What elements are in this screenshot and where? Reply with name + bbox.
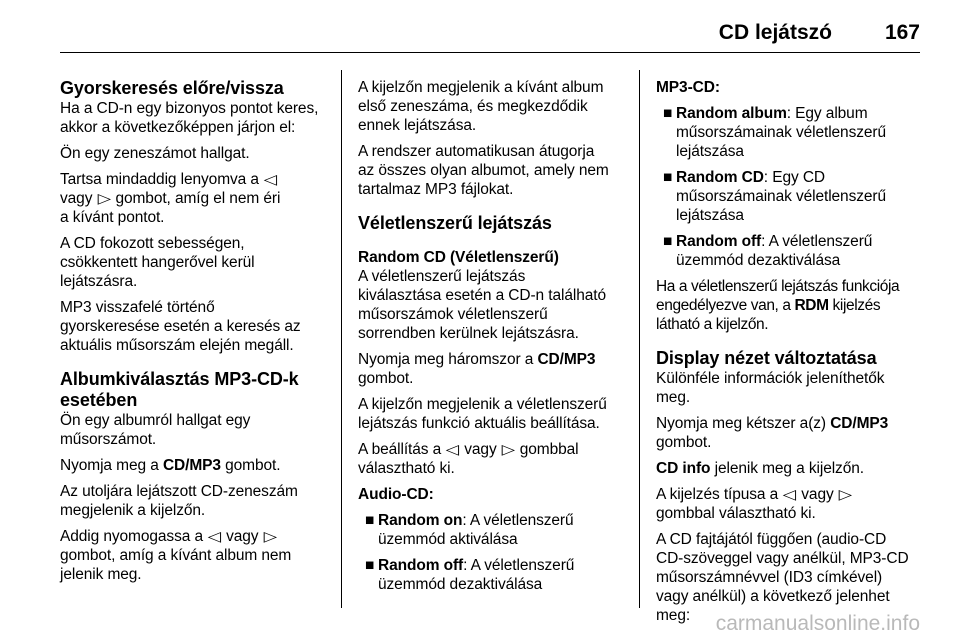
column-divider-1 bbox=[341, 70, 342, 608]
column-3 bbox=[656, 78, 926, 632]
heading-random-playback: Véletlenszerű lejátszás bbox=[358, 213, 552, 233]
page-number: 167 bbox=[884, 21, 920, 44]
bullet-icon: ■ bbox=[365, 557, 375, 574]
subheading-mp3-cd: MP3-CD: bbox=[656, 79, 720, 96]
paragraph: Ön egy zeneszámot hallgat. bbox=[60, 145, 250, 162]
watermark: carmanualsonline.info bbox=[715, 612, 920, 635]
paragraph: A véletlenszerű lejátszás kiválasztása esetén a CD-n található műsorszámok véletlenszerű sorrendben kerülnek lejátszásra. bbox=[358, 268, 606, 342]
triangle-right-icon: ▷ bbox=[501, 441, 515, 457]
paragraph: Ha a CD-n egy bizonyos pontot keres, akkor a következőképpen járjon el: bbox=[60, 100, 319, 136]
list-item: ■ Random on: A véletlenszerű üzemmód aktiválása bbox=[365, 512, 574, 548]
heading-album-selection: Albumkiválasztás MP3-CD-k esetében bbox=[60, 369, 299, 410]
page-title: CD lejátszó bbox=[718, 21, 832, 44]
paragraph: Ön egy albumról hallgat egy műsorszámot. bbox=[60, 412, 251, 448]
bullet-icon: ■ bbox=[365, 512, 375, 529]
triangle-left-icon: ◁ bbox=[207, 528, 222, 544]
paragraph: A CD fokozott sebességen, csökkentett hangerővel kerül lejátszásra. bbox=[60, 235, 255, 290]
bullet-icon: ■ bbox=[663, 169, 673, 186]
column-2 bbox=[358, 78, 634, 601]
list-item: ■ Random album: Egy album műsorszámainak véletlenszerű lejátszása bbox=[663, 105, 886, 160]
paragraph: Nyomja meg kétszer a(z) CD/MP3 gombot. bbox=[656, 415, 889, 451]
paragraph: CD info jelenik meg a kijelzőn. bbox=[656, 460, 864, 477]
column-1 bbox=[60, 78, 336, 591]
paragraph: Nyomja meg a CD/MP3 gombot. bbox=[60, 457, 281, 474]
subheading-random-cd: Random CD (Véletlenszerű) bbox=[358, 249, 559, 266]
heading-fast-search: Gyorskeresés előre/vissza bbox=[60, 78, 284, 98]
paragraph: Addig nyomogassa a ◁ vagy ▷ gombot, amíg a kívánt album nem jelenik meg. bbox=[60, 528, 292, 583]
list-item: ■ Random off: A véletlenszerű üzemmód dezaktiválása bbox=[663, 233, 873, 269]
paragraph: A beállítás a ◁ vagy ▷ gombbal választható ki. bbox=[358, 441, 579, 477]
triangle-right-icon: ▷ bbox=[97, 190, 111, 206]
list-item: ■ Random CD: Egy CD műsorszámainak véletlenszerű lejátszása bbox=[663, 169, 886, 224]
paragraph: A CD fajtájától függően (audio-CD CD-szöveggel vagy anélkül, MP3-CD műsorszámnévvel (ID3 címkével) vagy anélkül) a következő jelenhet meg: bbox=[656, 531, 909, 624]
triangle-right-icon: ▷ bbox=[838, 486, 852, 502]
subheading-audio-cd: Audio-CD: bbox=[358, 486, 434, 503]
paragraph: A rendszer automatikusan átugorja az összes olyan albumot, amely nem tartalmaz MP3 fájlokat. bbox=[358, 143, 609, 198]
bullet-icon: ■ bbox=[663, 105, 673, 122]
paragraph: A kijelzőn megjelenik a kívánt album első zeneszáma, és megkezdődik ennek lejátszása. bbox=[358, 79, 604, 134]
page-header bbox=[60, 14, 920, 53]
paragraph: Ha a véletlenszerű lejátszás funkciója engedélyezve van, a RDM kijelzés látható a kijelzőn. bbox=[656, 278, 900, 333]
triangle-left-icon: ◁ bbox=[783, 486, 797, 502]
paragraph: Tartsa mindaddig lenyomva a ◁ vagy ▷ gombot, amíg el nem éri a kívánt pontot. bbox=[60, 171, 281, 226]
paragraph: MP3 visszafelé történő gyorskeresése esetén a keresés az aktuális műsorszám elején megáll. bbox=[60, 299, 301, 354]
triangle-left-icon: ◁ bbox=[446, 441, 460, 457]
column-divider-2 bbox=[639, 70, 640, 608]
paragraph: Az utoljára lejátszott CD-zeneszám megjelenik a kijelzőn. bbox=[60, 483, 298, 519]
bullet-icon: ■ bbox=[663, 233, 673, 250]
heading-display-view: Display nézet változtatása bbox=[656, 348, 877, 368]
triangle-left-icon: ◁ bbox=[263, 171, 278, 187]
paragraph: Nyomja meg háromszor a CD/MP3 gombot. bbox=[358, 351, 596, 387]
list-item: ■ Random off: A véletlenszerű üzemmód dezaktiválása bbox=[365, 557, 575, 593]
paragraph: Különféle információk jeleníthetők meg. bbox=[656, 370, 885, 406]
paragraph: A kijelzőn megjelenik a véletlenszerű lejátszás funkció aktuális beállítása. bbox=[358, 396, 607, 432]
paragraph: A kijelzés típusa a ◁ vagy ▷ gombbal választható ki. bbox=[656, 486, 852, 522]
triangle-right-icon: ▷ bbox=[263, 528, 277, 544]
